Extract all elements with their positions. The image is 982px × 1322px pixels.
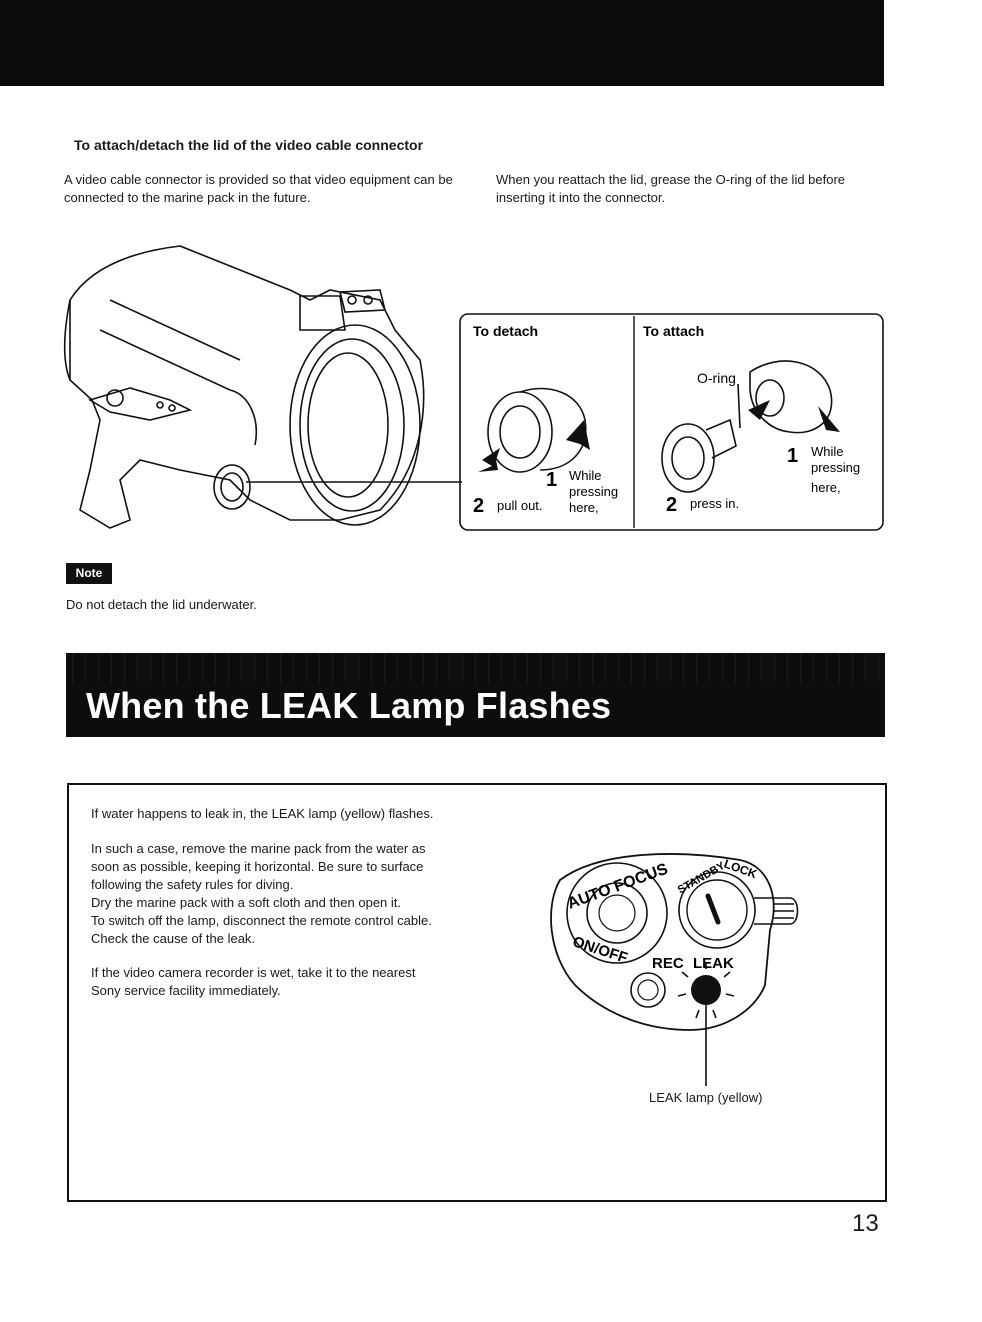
leak-label: LEAK bbox=[693, 955, 734, 972]
leak-paragraph-3: If the video camera recorder is wet, take it to the nearest Sony service facility immediately. bbox=[91, 965, 416, 998]
note-text: Do not detach the lid underwater. bbox=[66, 597, 257, 612]
detach-step1-number: 1 bbox=[546, 469, 558, 491]
leak-paragraph-2: In such a case, remove the marine pack from the water as soon as possible, keeping it horizontal. Be sure to surface following the safety rules for diving. Dry the marine pack with a soft cloth and then open it. To switch off the lamp, disconnect the remote control cable. Check the cause of the leak. bbox=[91, 841, 432, 946]
lock-label: LOCK bbox=[722, 856, 759, 882]
attach-step1-line3: here, bbox=[811, 480, 841, 495]
leak-section-title: When the LEAK Lamp Flashes bbox=[86, 685, 612, 726]
section-heading: To attach/detach the lid of the video cable connector bbox=[74, 137, 424, 153]
detach-step2-text: pull out. bbox=[497, 498, 543, 513]
detach-title: To detach bbox=[473, 323, 539, 339]
attach-lid-drawing bbox=[662, 361, 832, 492]
onoff-label: ON/OFF bbox=[570, 933, 630, 967]
note-badge: Note bbox=[66, 563, 112, 584]
page-number: 13 bbox=[852, 1210, 879, 1237]
detach-lid-drawing bbox=[488, 388, 586, 472]
leak-lamp-caption: LEAK lamp (yellow) bbox=[649, 1090, 763, 1105]
detach-step2-number: 2 bbox=[473, 495, 485, 517]
attach-title: To attach bbox=[643, 323, 705, 339]
banner-texture bbox=[66, 653, 885, 683]
detach-step1-line2: pressing bbox=[569, 484, 619, 499]
attach-step2-text: press in. bbox=[690, 496, 740, 511]
leak-banner bbox=[66, 653, 885, 737]
detach-step1-line3: here, bbox=[569, 500, 599, 515]
standby-label: STANDBY bbox=[675, 859, 728, 897]
intro-paragraph-left: A video cable connector is provided so that video equipment can be connected to the marine pack in the future. bbox=[64, 172, 453, 205]
oring-label: O-ring bbox=[697, 370, 736, 386]
rec-label: REC bbox=[652, 955, 684, 972]
leak-paragraph-1: If water happens to leak in, the LEAK lamp (yellow) flashes. bbox=[91, 806, 434, 821]
detach-step1-line1: While bbox=[569, 468, 602, 483]
attach-step2-number: 2 bbox=[666, 494, 678, 516]
insert-arrow-icon bbox=[748, 400, 770, 420]
attach-press-arrow-icon bbox=[818, 406, 840, 432]
leak-info-box bbox=[67, 783, 887, 1202]
attach-step1-line2: pressing bbox=[811, 460, 861, 475]
press-arrow-icon bbox=[566, 420, 590, 450]
marine-pack-drawing bbox=[65, 246, 424, 528]
autofocus-label: AUTO FOCUS bbox=[565, 860, 671, 913]
intro-paragraph-right: When you reattach the lid, grease the O-ring of the lid before inserting it into the connector. bbox=[496, 172, 846, 205]
attach-step1-number: 1 bbox=[787, 445, 799, 467]
attach-step1-line1: While bbox=[811, 444, 844, 459]
connector-illustration bbox=[0, 0, 982, 560]
